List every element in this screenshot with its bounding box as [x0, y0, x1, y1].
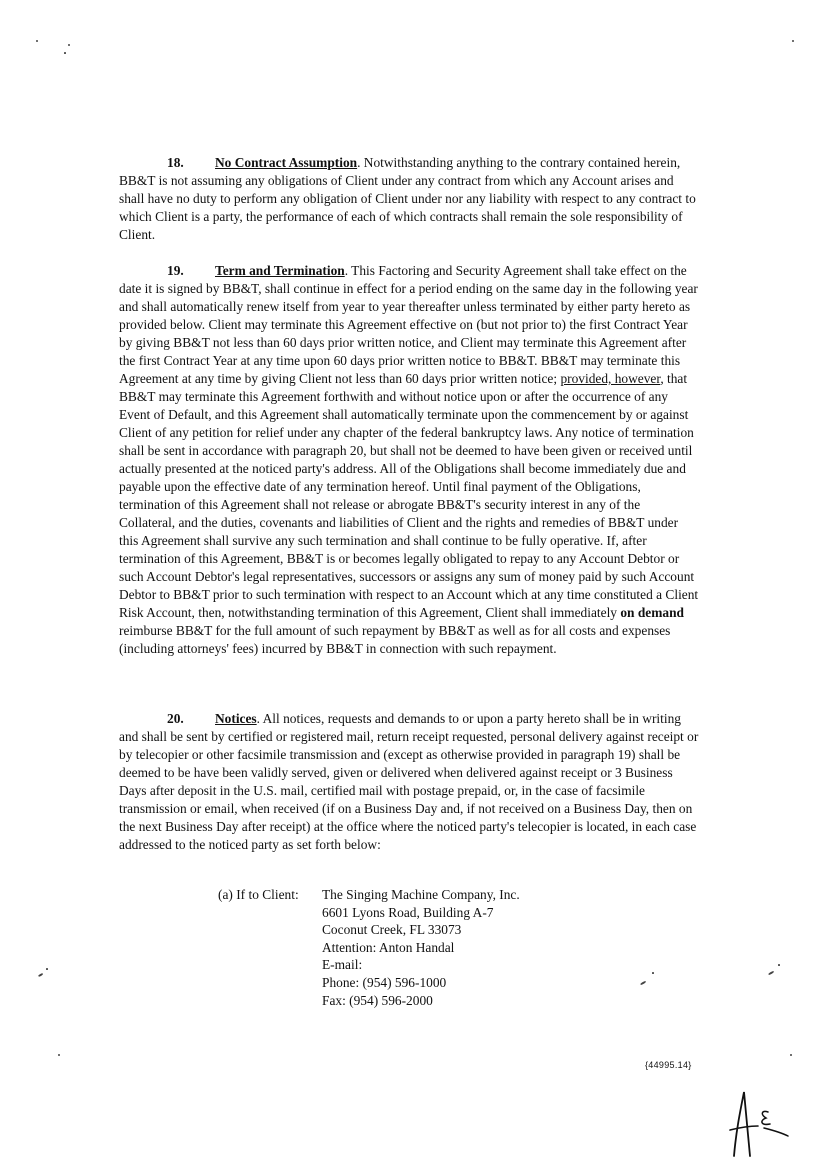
scan-speck: [778, 964, 780, 966]
scan-speck: [640, 981, 646, 985]
document-number: {44995.14}: [645, 1060, 692, 1070]
address-lines: [322, 886, 520, 1009]
section-20-heading: Notices: [215, 711, 257, 726]
section-20: [119, 710, 699, 854]
scan-speck: [790, 1054, 792, 1056]
section-19: [119, 262, 699, 658]
scan-speck: [36, 40, 38, 42]
section-19-body-a: . This Factoring and Security Agreement shall take effect on the date it is signed by BB&T, shall continue in effect for a period ending on the same day in the following year and shall automatically renew itself from year to year thereafter unless terminated by either party hereto as provided below. Client may terminate this Agreement effective on (but not prior to) the first Contract Year by giving BB&T not less than 60 days prior written notice, and Client may terminate this Agreement after the first Contract Year at any time upon 60 days prior written notice to BB&T. BB&T may terminate this Agreement at any time by giving Client not less than 60 days prior written notice;: [119, 263, 698, 386]
section-19-body-b: , that BB&T may terminate this Agreement forthwith and without notice upon or after the occurrence of any Event of Default, and this Agreement shall automatically terminate upon the commencement by or against Client of any petition for relief under any chapter of the federal bankruptcy laws. Any notice of termination shall be sent in accordance with paragraph 20, but shall not be deemed to have been given or received until actually presented at the noticed party's address. All of the Obligations shall become immediately due and payable upon the effective date of any termination hereof. Until final payment of the Obligations, termination of this Agreement shall not release or abrogate BB&T's security interest in any of the Collateral, and the duties, covenants and liabilities of Client and the rights and remedies of BB&T under this Agreement shall survive any such termination and shall continue to be fully operative. If, after termination of this Agreement, BB&T is or becomes legally obligated to repay to any Account Debtor or such Account Debtor's legal representatives, successors or assigns any sum of money paid by such Account Debtor to BB&T prior to such termination with respect to an Account which at any time constituted a Client Risk Account, then, notwithstanding termination of this Agreement, Client shall immediately: [119, 371, 699, 620]
address-line-street: 6601 Lyons Road, Building A-7: [322, 904, 494, 920]
provided-however-phrase: provided, however: [560, 371, 661, 386]
section-20-number: 20.: [167, 711, 184, 726]
scan-speck: [768, 971, 774, 975]
scan-speck: [64, 52, 66, 54]
scan-speck: [58, 1054, 60, 1056]
address-line-company: The Singing Machine Company, Inc.: [322, 887, 520, 902]
scan-speck: [792, 40, 794, 42]
section-18: [119, 154, 699, 244]
section-18-heading: No Contract Assumption: [215, 155, 358, 170]
section-19-heading: Term and Termination: [215, 263, 345, 278]
section-20-body: . All notices, requests and demands to or upon a party hereto shall be in writing and shall be sent by certified or registered mail, return receipt requested, personal delivery against receipt or by telecopier or other facsimile transmission and (except as otherwise provided in paragraph 19) shall be deemed to be have been validly served, given or delivered when delivered against receipt or 3 Business Days after deposit in the U.S. mail, certified mail with postage prepaid, or, in the case of facsimile transmission or email, when received (if on a Business Day and, if not received on a Business Day, then on the next Business Day after receipt) at the office where the noticed party's telecopier is located, in each case addressed to the noticed party as set forth below:: [119, 711, 699, 852]
address-line-phone: Phone: (954) 596-1000: [322, 974, 447, 990]
handwritten-initials: [724, 1082, 804, 1158]
scan-speck: [46, 968, 48, 970]
address-line-email: E-mail:: [322, 957, 363, 973]
address-line-city: Coconut Creek, FL 33073: [322, 922, 462, 938]
address-label: (a) If to Client:: [218, 887, 299, 902]
address-line-fax: Fax: (954) 596-2000: [322, 992, 433, 1008]
section-18-number: 18.: [167, 155, 184, 170]
scan-speck: [68, 44, 70, 46]
section-19-body-c: reimburse BB&T for the full amount of such repayment by BB&T as well as for all costs and expenses (including attorneys' fees) incurred by BB&T in connection with such repayment.: [119, 623, 671, 656]
scan-speck: [652, 972, 654, 974]
section-19-number: 19.: [167, 263, 184, 278]
address-line-attention: Attention: Anton Handal: [322, 939, 455, 955]
on-demand-phrase: on demand: [620, 605, 684, 620]
section-18-body: . Notwithstanding anything to the contrary contained herein, BB&T is not assuming any obligations of Client under any contract from which any Account arises and shall have no duty to perform any obligation of Client under nor any liability with respect to any contract to which Client is a party, the performance of each of which contracts shall remain the sole responsibility of Client.: [119, 155, 696, 242]
scan-speck: [38, 973, 43, 977]
